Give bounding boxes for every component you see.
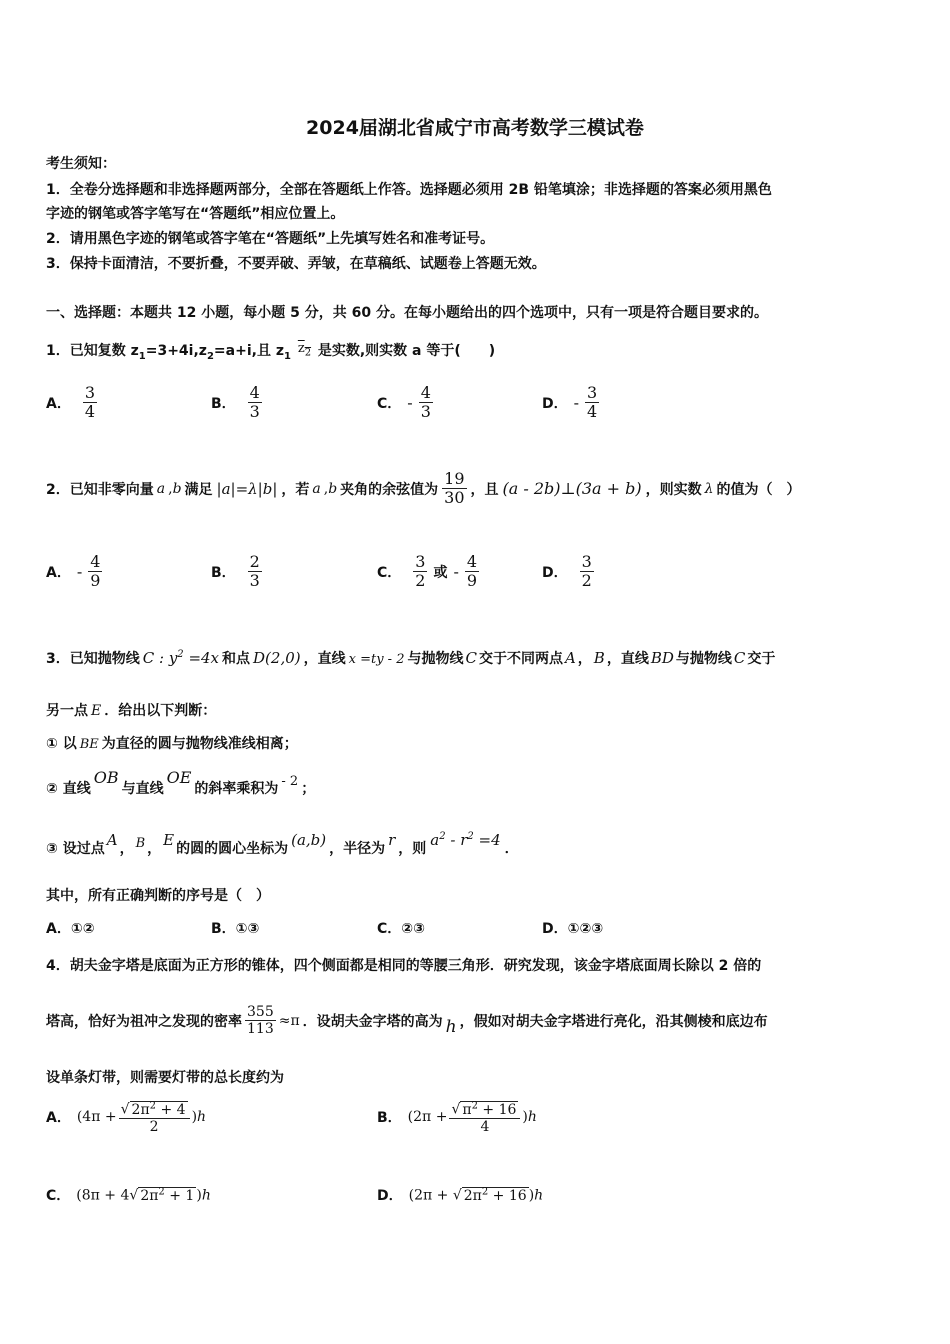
notice-heading: 考生须知：	[46, 156, 116, 172]
q3-judgement-2: ② 直线OB与直线OE的斜率乘积为 - 2 ；	[46, 768, 316, 797]
q3-judgement-3: ③ 设过点 A ， B ， E 的圆的圆心坐标为 (a,b) ，半径为 r ，则 $a^2 - r^2 =4$ ．	[46, 831, 519, 857]
q3-option-c[interactable]: C．②③	[377, 921, 425, 937]
q2-option-c[interactable]: C． $\frac{3}{2}$ 或 - $\frac{4}{9}$	[377, 552, 478, 591]
question-2-stem: 2．已知非零向量 a , b 满足 |a|=λ|b| ，若 a , b 夹角的余弦值为 $\frac{19}{30}$ ，且 (a - 2b)⊥(3a + b) ，则实数 λ 的值为（ ）	[46, 469, 801, 508]
page-title: 2024届湖北省咸宁市高考数学三模试卷	[306, 117, 644, 139]
q3-ask: 其中，所有正确判断的序号是（ ）	[46, 888, 270, 904]
question-4-stem-line-1: 4．胡夫金字塔是底面为正方形的锥体，四个侧面都是相同的等腰三角形．研究发现，该金字塔底面周长除以 2 倍的	[46, 958, 762, 974]
q4-option-d[interactable]: D． (2π + √ $2\pi^2 + 16$ )h	[377, 1186, 544, 1204]
q3-judgement-1: ① 以 BE 为直径的圆与抛物线准线相离；	[46, 736, 298, 752]
q4-option-a[interactable]: A． (4π + $\frac{√ 2\pi^2 + 4}{2}$ ) h	[46, 1100, 207, 1135]
q1-option-c[interactable]: C． - $\frac{4}{3}$	[377, 383, 431, 422]
q3-option-a[interactable]: A．①②	[46, 921, 95, 937]
question-3-stem-line-1: 3．已知抛物线 C : $y^2 =4x$ 和点 D(2,0) ，直线 x =ty - 2 与抛物线 C 交于不同两点 A ， B ，直线 BD 与抛物线 C 交于	[46, 649, 776, 667]
q1-option-d[interactable]: D． - $\frac{3}{4}$	[542, 383, 598, 422]
q2-option-a[interactable]: A． - $\frac{4}{9}$	[46, 552, 101, 591]
q3-option-b[interactable]: B．①③	[211, 921, 260, 937]
q1-option-b[interactable]: B． $\frac{4}{3}$	[211, 383, 260, 422]
section-heading: 一、选择题：本题共 12 小题，每小题 5 分，共 60 分。在每小题给出的四个选项中，只有一项是符合题目要求的。	[46, 305, 768, 321]
notice-line-3: 3．保持卡面清洁，不要折叠，不要弄破、弄皱，在草稿纸、试题卷上答题无效。	[46, 256, 546, 272]
question-1-stem: 1．已知复数 $z_1=3+4i,z_2=a+i$,且 $z_1$ $z_2$ 是实数,则实数 a 等于( )	[46, 341, 496, 362]
question-4-stem-line-3: 设单条灯带，则需要灯带的总长度约为	[46, 1070, 284, 1086]
q4-option-c[interactable]: C． (8π + 4√ $2\pi^2 + 1$ )h	[46, 1186, 211, 1204]
notice-line-1b: 字迹的钢笔或答字笔写在“答题纸”相应位置上。	[46, 206, 345, 222]
question-4-stem-line-2: 塔高，恰好为祖冲之发现的密率 $\frac{355}{113}$ ≈π ．设胡夫金字塔的高为 h ，假如对胡夫金字塔进行亮化，沿其侧棱和底边布	[46, 1004, 768, 1038]
notice-line-2: 2．请用黑色字迹的钢笔或答字笔在“答题纸”上先填写姓名和准考证号。	[46, 231, 495, 247]
q1-option-a[interactable]: A． $\frac{3}{4}$	[46, 383, 96, 422]
question-3-stem-line-2: 另一点 E ．给出以下判断：	[46, 703, 217, 719]
q4-option-b[interactable]: B． (2π + $\frac{√ \pi^2 + 16}{4}$ ) h	[377, 1100, 537, 1135]
q2-option-d[interactable]: D． $\frac{3}{2}$	[542, 552, 592, 591]
q3-option-d[interactable]: D．①②③	[542, 921, 604, 937]
notice-line-1a: 1．全卷分选择题和非选择题两部分，全部在答题纸上作答。选择题必须用 2B 铅笔填涂；非选择题的答案必须用黑色	[46, 182, 772, 198]
q2-option-b[interactable]: B． $\frac{2}{3}$	[211, 552, 260, 591]
